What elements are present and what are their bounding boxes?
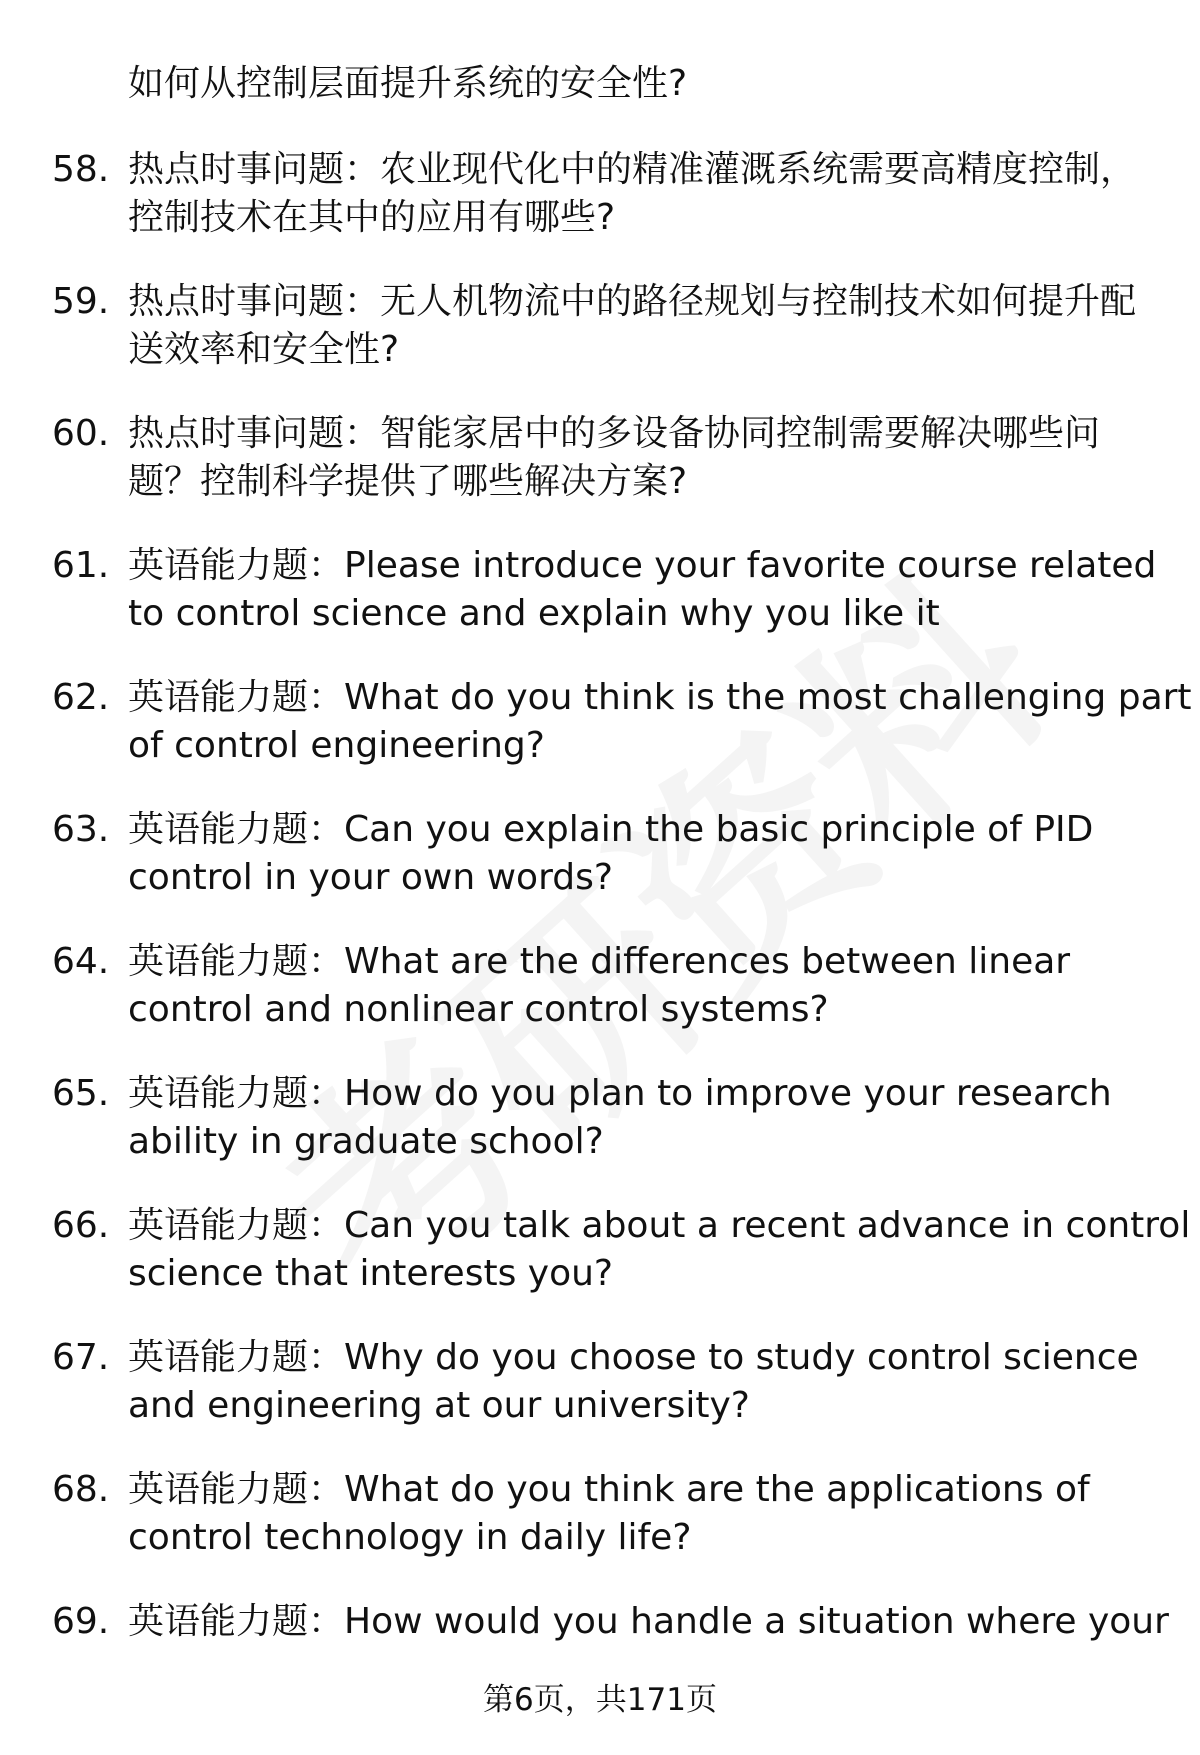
item-61-line-2: to control science and explain why you like it (128, 593, 940, 634)
item-58-line-1: 热点时事问题：农业现代化中的精准灌溉系统需要高精度控制， (128, 149, 1137, 190)
item-67-line-2: and engineering at our university? (128, 1385, 750, 1426)
item-59-line-2: 送效率和安全性? (128, 329, 400, 370)
item-number-68: 68. (52, 1469, 110, 1510)
item-number-69: 69. (52, 1601, 110, 1642)
item-64-line-1: 英语能力题：What are the differences between linear (128, 941, 1071, 982)
item-63-line-1: 英语能力题：Can you explain the basic principle of PID (128, 809, 1094, 850)
item-number-58: 58. (52, 149, 110, 190)
item-68-line-2: control technology in daily life? (128, 1517, 692, 1558)
item-62-line-2: of control engineering? (128, 725, 545, 766)
item-number-66: 66. (52, 1205, 110, 1246)
item-69-line-1: 英语能力题：How would you handle a situation where your (128, 1601, 1169, 1642)
item-number-64: 64. (52, 941, 110, 982)
item-number-60: 60. (52, 413, 110, 454)
item-60-line-1: 热点时事问题：智能家居中的多设备协同控制需要解决哪些问 (128, 413, 1101, 454)
item-number-61: 61. (52, 545, 110, 586)
item-65-line-2: ability in graduate school? (128, 1121, 604, 1162)
page-footer: 第6页，共171页 (483, 1682, 717, 1718)
item-number-65: 65. (52, 1073, 110, 1114)
item-number-67: 67. (52, 1337, 110, 1378)
item-number-63: 63. (52, 809, 110, 850)
item-number-62: 62. (52, 677, 110, 718)
item-58-line-2: 控制技术在其中的应用有哪些? (128, 197, 616, 238)
item-64-line-2: control and nonlinear control systems? (128, 989, 829, 1030)
item-60-line-2: 题？控制科学提供了哪些解决方案? (128, 461, 688, 502)
item-number-59: 59. (52, 281, 110, 322)
item-continuation-text: 如何从控制层面提升系统的安全性? (128, 63, 688, 104)
item-59-line-1: 热点时事问题：无人机物流中的路径规划与控制技术如何提升配 (128, 281, 1137, 322)
item-63-line-2: control in your own words? (128, 857, 613, 898)
item-67-line-1: 英语能力题：Why do you choose to study control science (128, 1337, 1139, 1378)
item-61-line-1: 英语能力题：Please introduce your favorite course related (128, 545, 1157, 586)
item-62-line-1: 英语能力题：What do you think is the most challenging part (128, 677, 1192, 718)
item-68-line-1: 英语能力题：What do you think are the applications of (128, 1469, 1090, 1510)
item-65-line-1: 英语能力题：How do you plan to improve your research (128, 1073, 1112, 1114)
item-66-line-2: science that interests you? (128, 1253, 614, 1294)
item-66-line-1: 英语能力题：Can you talk about a recent advance in control (128, 1205, 1191, 1246)
